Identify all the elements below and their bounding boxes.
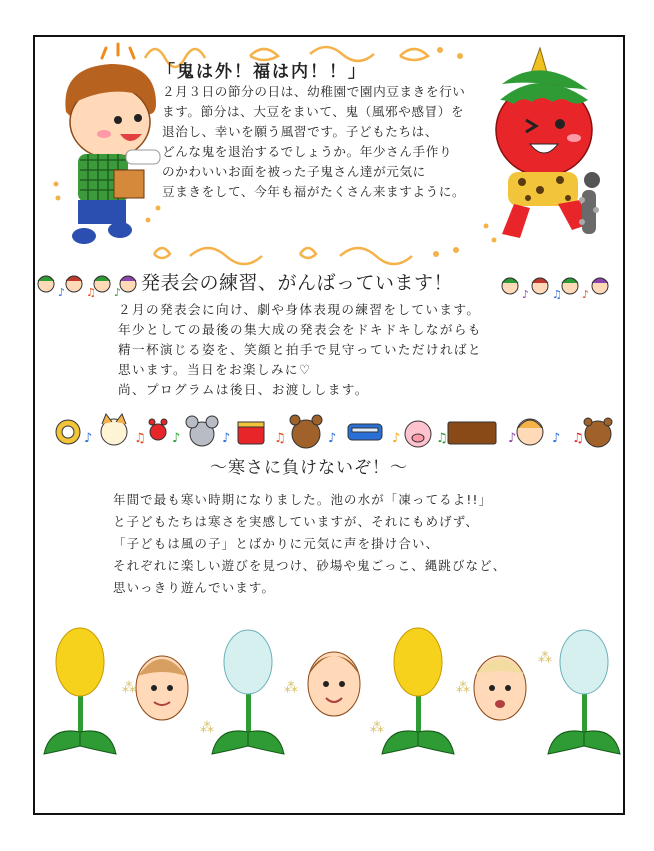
yellow-dandelion-icon bbox=[382, 628, 454, 754]
cold-text-line: と子どもたちは寒さを実感していますが、それにもめげず、 bbox=[113, 514, 479, 529]
svg-text:⁂: ⁂ bbox=[538, 650, 552, 666]
cold-text-line: 「子どもは風の子」とばかりに元気に声を掛け合い、 bbox=[113, 536, 440, 551]
recital-text-line: 年少としての最後の集大成の発表会をドキドキしながらも bbox=[118, 322, 482, 337]
kids-music-border-left bbox=[36, 268, 136, 300]
bottom-swirl-decoration bbox=[150, 240, 470, 266]
svg-text:♫: ♫ bbox=[552, 288, 562, 301]
dandelion-puff-icon bbox=[212, 630, 284, 754]
svg-text:⁂: ⁂ bbox=[456, 680, 470, 696]
svg-text:♪: ♪ bbox=[114, 286, 122, 299]
child-face-icon bbox=[474, 656, 526, 720]
boy-throwing-beans-illustration bbox=[48, 42, 168, 252]
svg-text:♪: ♪ bbox=[222, 431, 231, 446]
svg-text:⁂: ⁂ bbox=[284, 680, 298, 696]
svg-text:♫: ♫ bbox=[274, 431, 286, 446]
cold-weather-title: ～寒さに負けないぞ！～ bbox=[210, 458, 408, 478]
setsubun-title: 「鬼は外！福は内！！」 bbox=[158, 62, 367, 82]
svg-text:♪: ♪ bbox=[522, 288, 530, 301]
setsubun-text-line: のかわいいお面を被った子鬼さん達が元気に bbox=[162, 164, 426, 179]
svg-text:⁂: ⁂ bbox=[200, 720, 214, 736]
svg-text:♪: ♪ bbox=[508, 431, 517, 446]
cold-text-line: 思いっきり遊んでいます。 bbox=[113, 580, 276, 595]
child-face-icon bbox=[136, 656, 188, 720]
svg-text:♫: ♫ bbox=[572, 431, 584, 446]
svg-text:♪: ♪ bbox=[552, 431, 561, 446]
svg-text:♪: ♪ bbox=[84, 431, 93, 446]
svg-text:♪: ♪ bbox=[582, 288, 590, 301]
kids-music-border-right bbox=[500, 270, 618, 302]
svg-text:♪: ♪ bbox=[392, 431, 401, 446]
child-face-icon bbox=[308, 652, 360, 716]
yellow-dandelion-icon bbox=[44, 628, 116, 754]
svg-text:♫: ♫ bbox=[134, 431, 146, 446]
svg-text:♫: ♫ bbox=[436, 431, 448, 446]
recital-text-line: ２月の発表会に向け、劇や身体表現の練習をしています。 bbox=[118, 302, 481, 317]
recital-text-line: 思います。当日をお楽しみに♡ bbox=[118, 362, 312, 377]
setsubun-text-line: ２月３日の節分の日は、幼稚園で園内豆まきを行い bbox=[162, 84, 466, 99]
setsubun-text-line: 退治し、幸いを願う風習です。子どもたちは、 bbox=[162, 124, 439, 139]
cold-text-line: それぞれに楽しい遊びを見つけ、砂場や鬼ごっこ、縄跳びなど、 bbox=[113, 558, 507, 573]
dandelion-kids-border bbox=[44, 622, 616, 772]
setsubun-text-line: どんな鬼を退治するでしょうか。年少さん手作り bbox=[162, 144, 453, 159]
svg-text:♫: ♫ bbox=[86, 286, 96, 299]
recital-text-line: 尚、プログラムは後日、お渡しします。 bbox=[118, 382, 369, 397]
recital-text-line: 精一杯演じる姿を、笑顔と拍手で見守っていただければと bbox=[118, 342, 482, 357]
recital-title: 発表会の練習、がんばっています！ bbox=[141, 272, 454, 294]
cold-text-line: 年間で最も寒い時期になりました。池の水が「凍ってるよ!!」 bbox=[113, 492, 493, 507]
animal-instrument-border bbox=[52, 410, 614, 454]
svg-text:♪: ♪ bbox=[172, 431, 181, 446]
red-oni-demon-illustration bbox=[478, 40, 613, 255]
svg-text:⁂: ⁂ bbox=[370, 720, 384, 736]
svg-text:♪: ♪ bbox=[328, 431, 337, 446]
setsubun-text-line: 豆まきをして、今年も福がたくさん来ますように。 bbox=[162, 184, 466, 199]
svg-text:⁂: ⁂ bbox=[122, 680, 136, 696]
dandelion-puff-icon bbox=[548, 630, 620, 754]
svg-text:♪: ♪ bbox=[58, 286, 66, 299]
setsubun-text-line: ます。節分は、大豆をまいて、鬼（風邪や感冒）を bbox=[162, 104, 465, 119]
